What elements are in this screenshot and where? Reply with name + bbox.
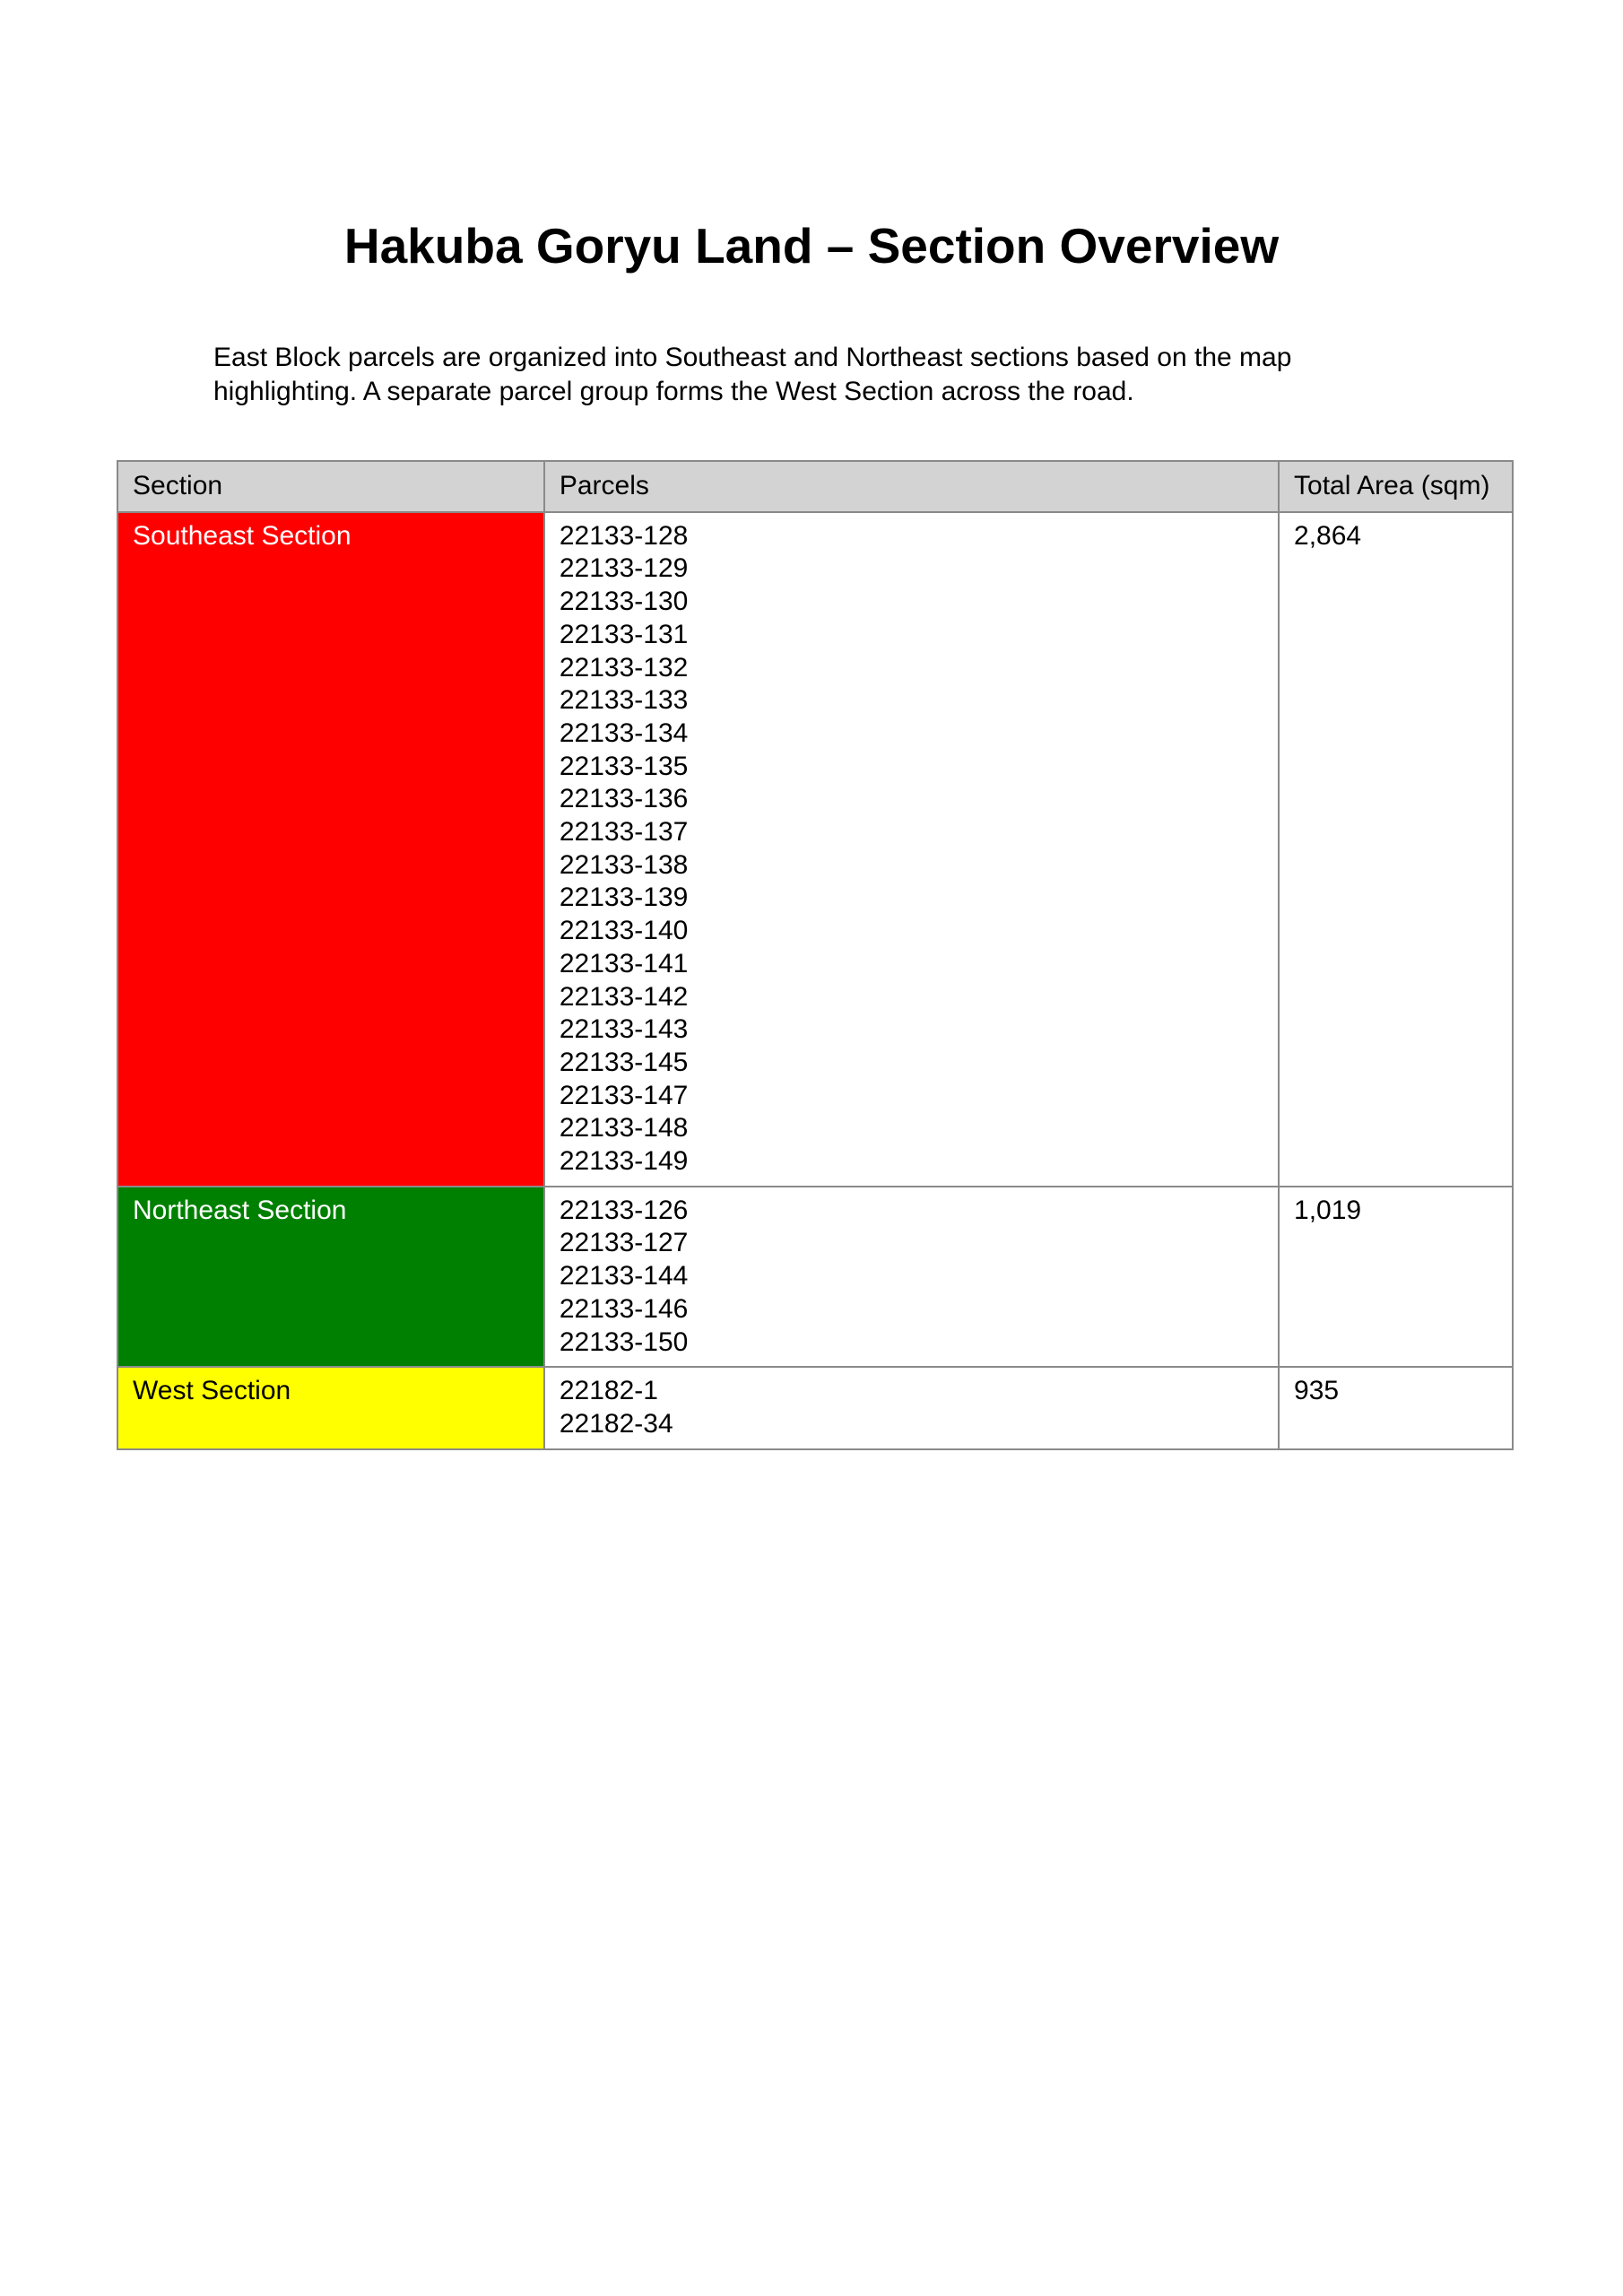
parcel-id: 22133-128 — [559, 520, 689, 551]
parcel-id: 22133-126 — [559, 1195, 689, 1225]
parcel-id: 22133-149 — [559, 1146, 689, 1177]
intro-paragraph: East Block parcels are organized into Southeast and Northeast sections based on the map highlighting. A separate parcel group forms the West Section across the road. — [213, 343, 1292, 406]
parcel-id: 22133-144 — [559, 1261, 689, 1292]
header-total-area: Total Area (sqm) — [1279, 461, 1513, 512]
area-cell-southeast: 2,864 — [1279, 512, 1513, 1187]
table-row-southeast — [117, 512, 1513, 1187]
parcel-id: 22133-138 — [559, 849, 689, 880]
section-table — [117, 460, 1514, 1450]
parcel-id: 22133-143 — [559, 1014, 689, 1045]
parcel-id: 22133-141 — [559, 948, 689, 978]
header-parcels: Parcels — [544, 461, 1279, 512]
parcel-id: 22133-131 — [559, 619, 689, 649]
parcel-id: 22133-134 — [559, 718, 689, 748]
parcel-id: 22133-135 — [559, 751, 689, 781]
area-cell-west: 935 — [1279, 1367, 1513, 1448]
header-section: Section — [117, 461, 544, 512]
parcel-id: 22133-139 — [559, 883, 689, 913]
section-cell-west: West Section — [117, 1367, 544, 1448]
section-cell-northeast: Northeast Section — [117, 1187, 544, 1368]
parcel-id: 22133-147 — [559, 1080, 689, 1110]
parcel-id: 22133-148 — [559, 1113, 689, 1144]
parcel-id: 22133-127 — [559, 1228, 689, 1258]
parcels-cell-southeast — [544, 512, 1279, 1187]
parcel-id: 22182-34 — [559, 1408, 673, 1439]
parcels-cell-northeast — [544, 1187, 1279, 1368]
parcel-id: 22133-150 — [559, 1326, 689, 1357]
section-cell-southeast: Southeast Section — [117, 512, 544, 1187]
table-row-west — [117, 1367, 1513, 1448]
table-body — [117, 512, 1513, 1449]
parcel-id: 22133-129 — [559, 553, 689, 584]
parcel-id: 22133-136 — [559, 784, 689, 814]
parcel-id: 22182-1 — [559, 1376, 658, 1406]
table-row-northeast — [117, 1187, 1513, 1368]
parcel-id: 22133-130 — [559, 587, 689, 617]
parcel-id: 22133-145 — [559, 1047, 689, 1077]
parcel-id: 22133-142 — [559, 981, 689, 1012]
parcel-id: 22133-146 — [559, 1293, 689, 1324]
parcels-cell-west — [544, 1367, 1279, 1448]
parcel-id: 22133-133 — [559, 685, 689, 716]
parcel-id: 22133-132 — [559, 652, 689, 683]
parcel-id: 22133-140 — [559, 916, 689, 946]
table-header-row — [117, 461, 1513, 512]
parcel-id: 22133-137 — [559, 817, 689, 848]
area-cell-northeast: 1,019 — [1279, 1187, 1513, 1368]
page-title: Hakuba Goryu Land – Section Overview — [343, 218, 1280, 274]
